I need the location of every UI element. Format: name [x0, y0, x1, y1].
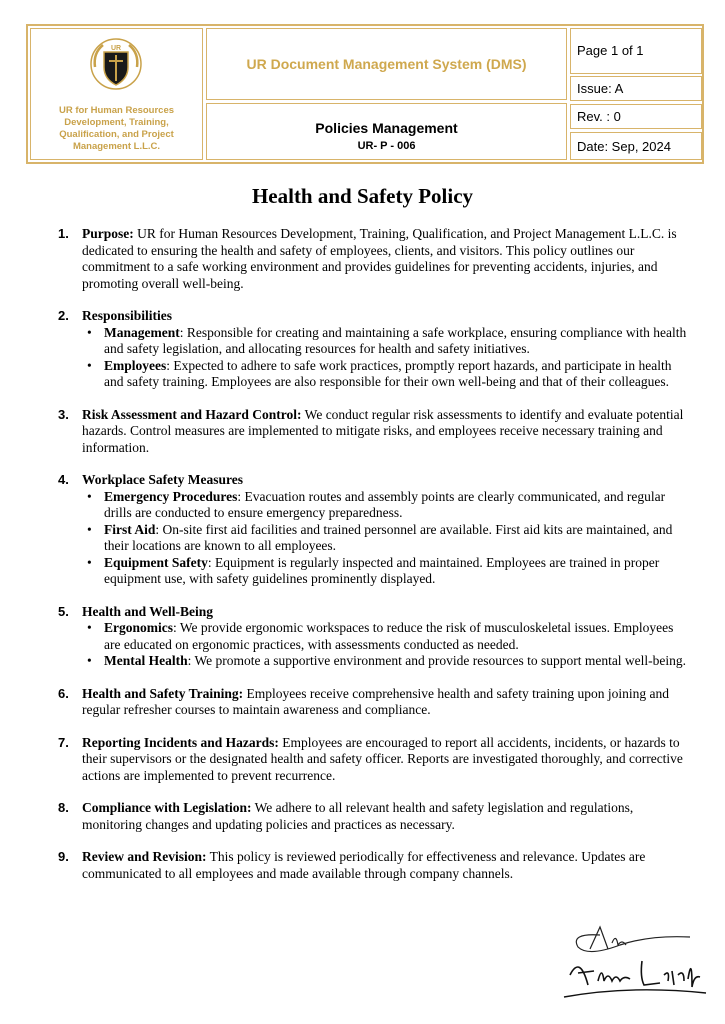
section-text: We adhere to all relevant health and safety legislation and regulations, monitoring changes and updating policies and practices as necessary.	[82, 800, 634, 832]
bullet-icon: •	[87, 324, 92, 340]
company-name: UR for Human Resources Development, Training, Qualification, and Project Management L.L.C.	[58, 105, 175, 152]
section-heading: Compliance with Legislation:	[82, 800, 252, 815]
section-heading: Health and Well-Being	[82, 603, 214, 619]
document-header	[26, 24, 704, 164]
section-heading: Responsibilities	[82, 308, 173, 323]
section-text: We conduct regular risk assessments to identify and evaluate potential hazards. Control measures are implemented to mitigate risks, and employees receive necessary training and information.	[82, 406, 684, 455]
bullet-icon: •	[87, 554, 92, 570]
section-item	[58, 472, 688, 588]
bullet-icon: •	[87, 521, 92, 537]
bullet-text: : Equipment is regularly inspected and maintained. Employees are trained in proper equipment use, with safety guidelines prominently displayed.	[104, 554, 660, 586]
section-text: Employees receive comprehensive health and safety training upon joining and regular refresher courses to maintain awareness and compliance.	[82, 685, 670, 717]
bullet-term: Ergonomics	[104, 620, 173, 635]
section-heading: Workplace Safety Measures	[82, 472, 243, 487]
bullet-text: : On-site first aid facilities and trained personnel are available. First aid kits are maintained, and their locations are known to all employees.	[104, 521, 673, 553]
bullet-text: : Responsible for creating and maintaining a safe workplace, ensuring compliance with health and safety legislation, and allocating resources for health and safety initiatives.	[104, 324, 687, 356]
section-item	[58, 685, 688, 719]
bullet-item	[82, 555, 688, 588]
bullet-item	[82, 620, 688, 653]
section-text: UR for Human Resources Development, Training, Qualification, and Project Management L.L.C. is dedicated to ensuring the health and safety of employees, clients, and visitors. This policy outlines our commitment to a safe working environment and provides guidelines for preventing accidents, injuries, and promoting overall well-being.	[82, 226, 677, 291]
issue-field: Issue: A	[570, 76, 702, 101]
bullet-term: Mental Health	[104, 653, 188, 668]
bullet-text: : We provide ergonomic workspaces to reduce the risk of musculoskeletal issues. Employees are educated on ergonomic practices, with assessments conducted as needed.	[104, 620, 674, 652]
bullet-term: Emergency Procedures	[104, 488, 238, 504]
section-item	[58, 406, 688, 457]
section-heading: Purpose:	[82, 226, 134, 241]
bullet-list	[82, 489, 688, 588]
system-name-cell	[206, 28, 567, 100]
company-logo-icon	[89, 37, 143, 91]
bullet-list	[82, 620, 688, 670]
bullet-text: : Evacuation routes and assembly points are clearly communicated, and regular drills are conducted to ensure emergency preparedness.	[104, 488, 666, 520]
document-code: UR- P - 006	[357, 140, 416, 152]
bullet-text: : We promote a supportive environment and provide resources to support mental well-being.	[187, 653, 687, 668]
section-item	[58, 226, 688, 292]
bullet-list	[82, 325, 688, 391]
bullet-item	[82, 325, 688, 358]
bullet-icon: •	[87, 357, 92, 373]
section-item	[58, 308, 688, 391]
bullet-item	[82, 653, 688, 670]
revision-field: Rev. : 0	[570, 104, 702, 129]
bullet-item	[82, 522, 688, 555]
section-text: This policy is reviewed periodically for effectiveness and relevance. Updates are communicated to all employees and made available through company channels.	[82, 849, 646, 881]
document-type-cell	[206, 103, 567, 160]
bullet-item	[82, 358, 688, 391]
section-number: 9.	[58, 849, 69, 864]
bullet-icon: •	[87, 620, 92, 635]
section-text: Employees are encouraged to report all accidents, incidents, or hazards to their supervisors or the designated health and safety officer. Reports are investigated thoroughly, and corrective actions are implemented to prevent recurrence.	[82, 734, 683, 783]
document-type: Policies Management	[315, 120, 458, 136]
section-item	[58, 603, 688, 670]
logo-cell	[30, 28, 203, 160]
section-number: 1.	[58, 226, 69, 241]
bullet-text: : Expected to adhere to safe work practices, promptly report hazards, and participate in health and safety training. Employees are also responsible for their own well-being and that of their colleagues.	[104, 357, 672, 389]
signature	[560, 915, 710, 1005]
policy-sections	[58, 226, 688, 898]
bullet-icon: •	[87, 653, 92, 668]
section-heading: Health and Safety Training:	[82, 685, 244, 701]
page-number: Page 1 of 1	[570, 28, 702, 74]
document-title: Health and Safety Policy	[251, 184, 474, 208]
logo-text: UR	[110, 45, 122, 52]
section-number: 7.	[58, 734, 69, 750]
date-field: Date: Sep, 2024	[570, 132, 702, 160]
section-item	[58, 849, 688, 882]
bullet-term: Management	[104, 324, 180, 340]
system-name: UR Document Management System (DMS)	[246, 56, 527, 72]
bullet-item	[82, 489, 688, 522]
section-number: 6.	[58, 685, 69, 701]
bullet-icon: •	[87, 488, 92, 504]
section-item	[58, 734, 688, 785]
section-heading: Risk Assessment and Hazard Control:	[82, 406, 302, 422]
section-number: 2.	[58, 308, 69, 323]
section-heading: Review and Revision:	[82, 849, 207, 864]
section-number: 8.	[58, 800, 69, 815]
bullet-term: First Aid	[104, 521, 156, 537]
bullet-term: Equipment Safety	[104, 554, 208, 570]
section-number: 3.	[58, 406, 69, 422]
bullet-term: Employees	[104, 357, 167, 373]
section-heading: Reporting Incidents and Hazards:	[82, 734, 279, 750]
section-item	[58, 800, 688, 833]
section-number: 4.	[58, 472, 69, 487]
section-number: 5.	[58, 603, 69, 619]
